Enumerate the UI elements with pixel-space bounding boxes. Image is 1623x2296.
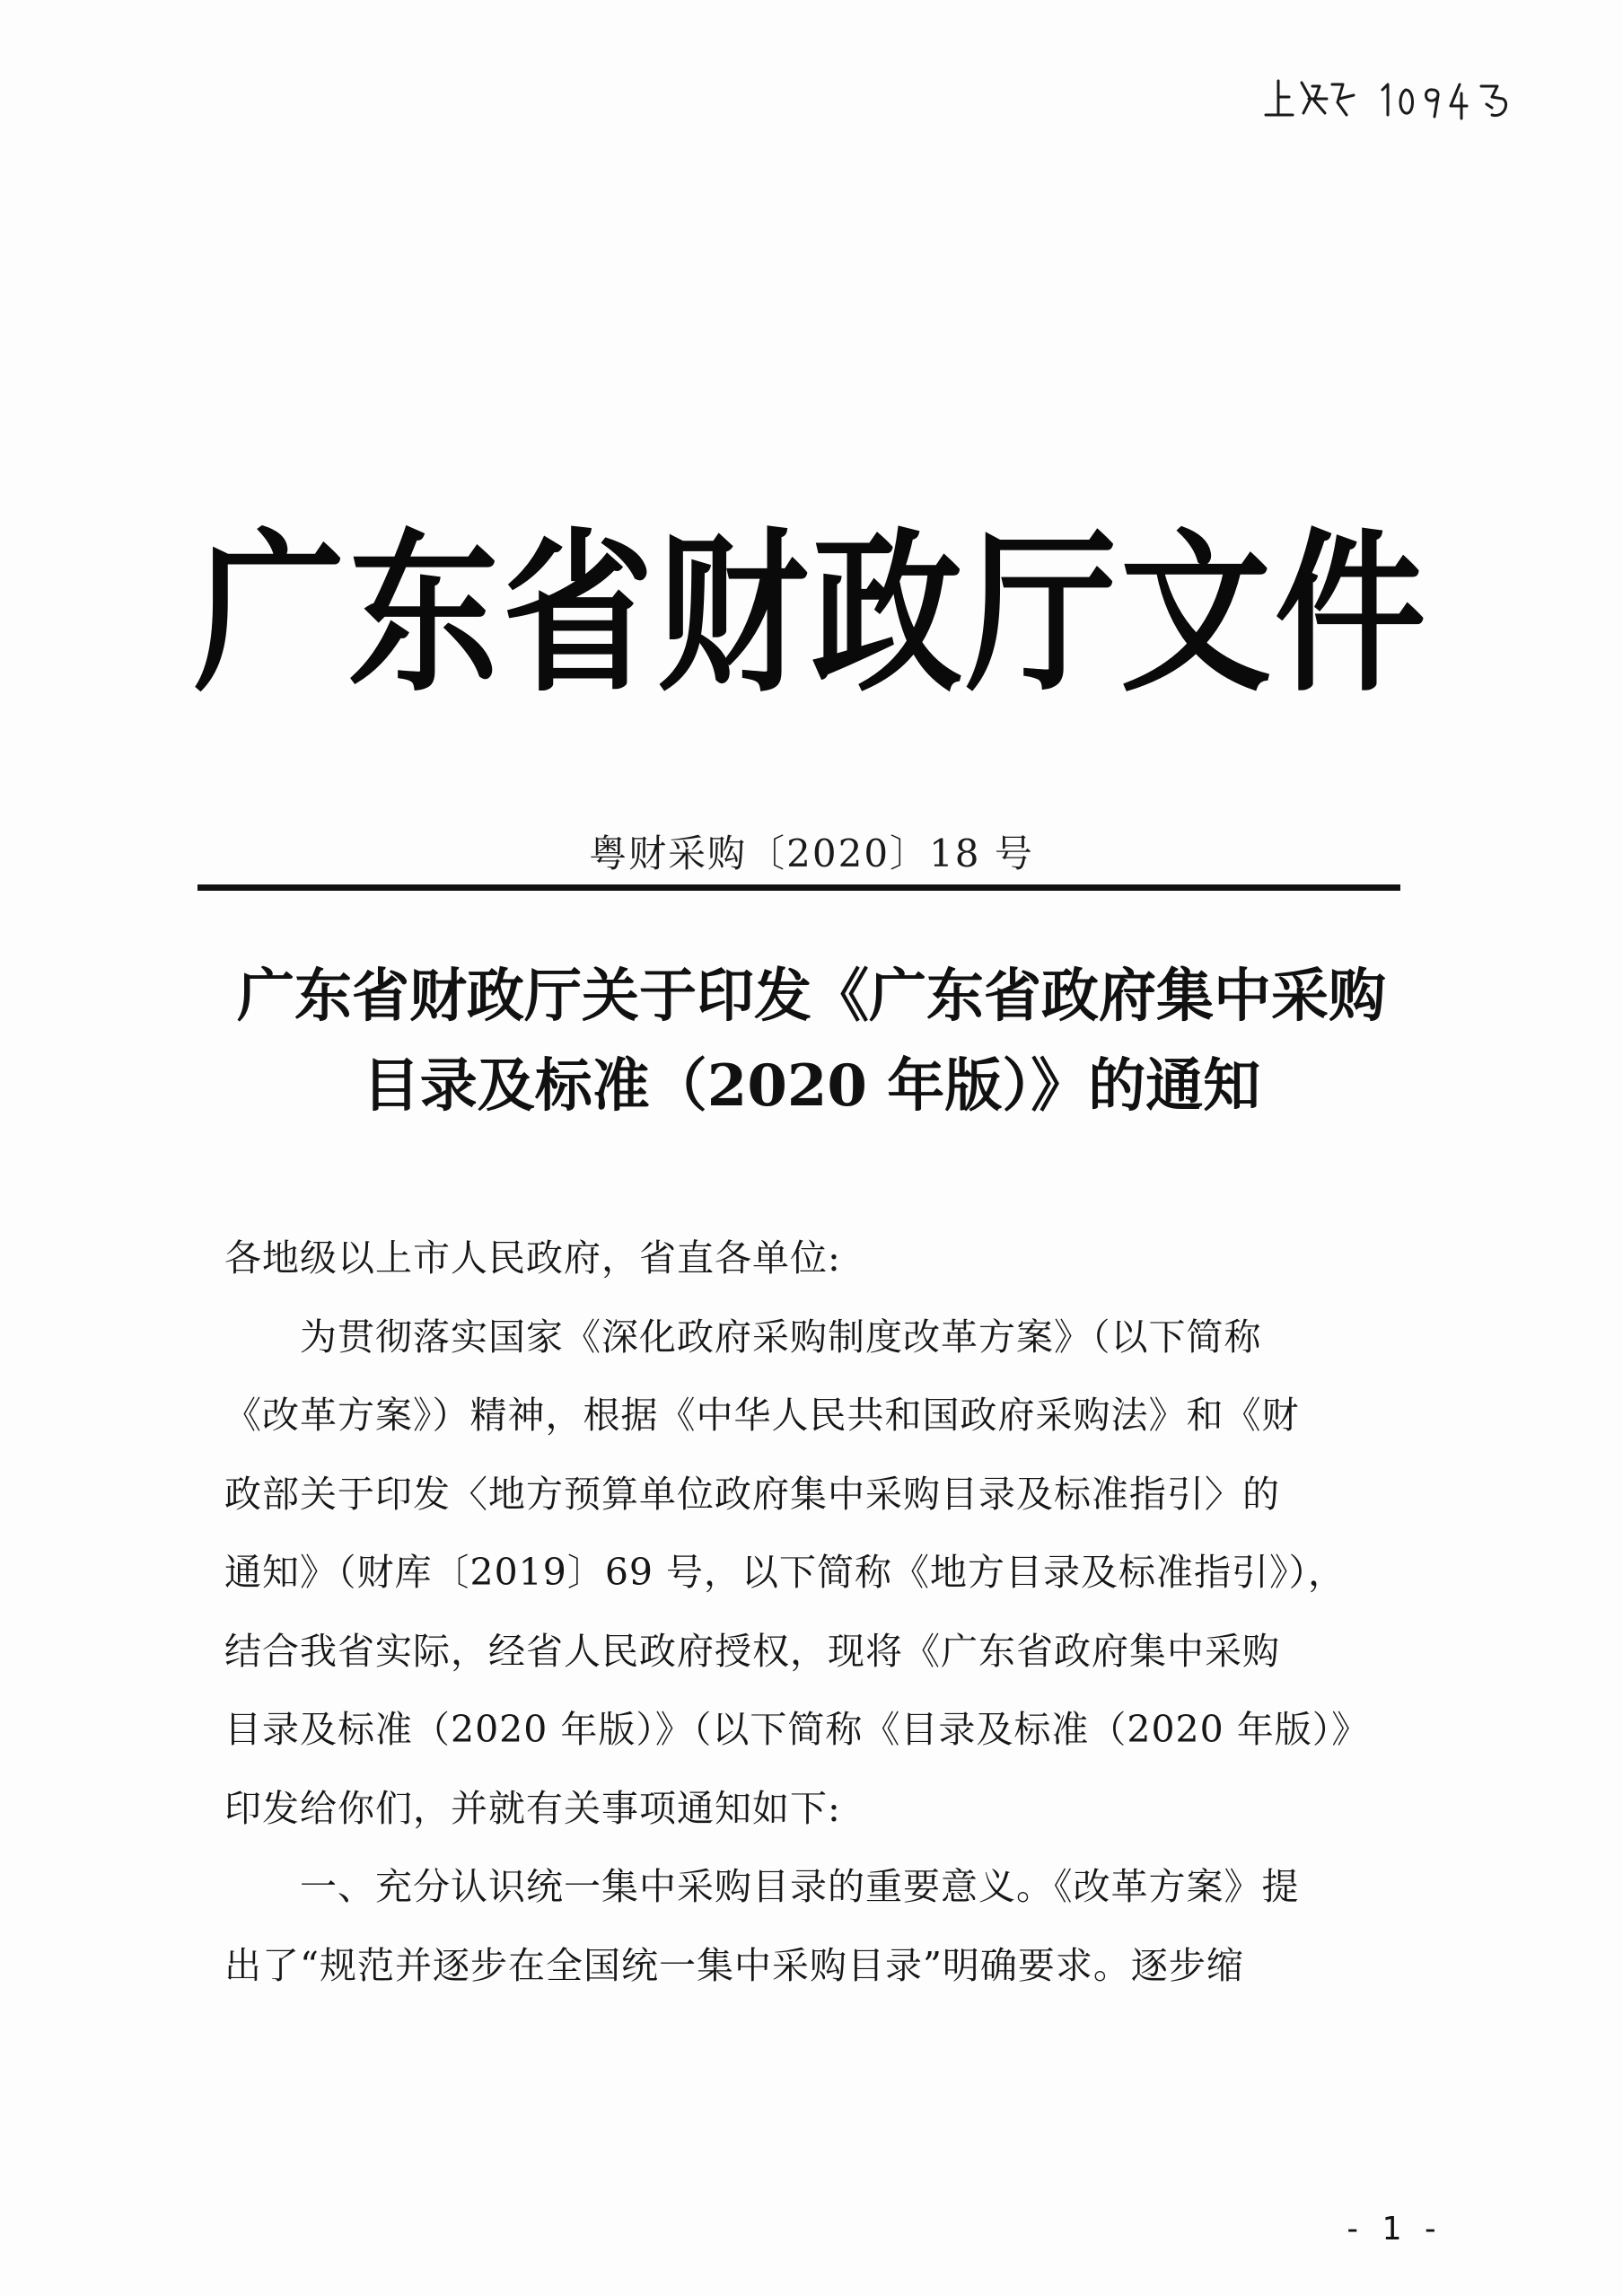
body-line: 为贯彻落实国家《深化政府采购制度改革方案》（以下简称 xyxy=(224,1315,1262,1359)
body-line: 通知》（财库〔2019〕69 号，以下简称《地方目录及标准指引》）， xyxy=(224,1551,1347,1594)
notice-title-line: 目录及标准（2020 年版）》的通知 xyxy=(362,1052,1261,1120)
body-line: 一、充分认识统一集中采购目录的重要意义。《改革方案》提 xyxy=(224,1865,1300,1908)
salutation: 各地级以上市人民政府，省直各单位: xyxy=(224,1236,841,1280)
handwritten-annotation xyxy=(1257,63,1544,135)
document-number: 粤财采购〔2020〕18 号 xyxy=(589,831,1034,875)
body-line: 政部关于印发〈地方预算单位政府集中采购目录及标准指引〉的 xyxy=(224,1472,1280,1516)
body-line: 目录及标准（2020 年版）》（以下简称《目录及标准（2020 年版）》 xyxy=(224,1708,1370,1751)
handwritten-annotation-image xyxy=(1257,63,1544,135)
body-line: 印发给你们，并就有关事项通知如下: xyxy=(224,1786,841,1830)
body-line: 结合我省实际，经省人民政府授权，现将《广东省政府集中采购 xyxy=(224,1629,1280,1673)
body-line: 《改革方案》）精神，根据《中华人民共和国政府采购法》和《财 xyxy=(224,1394,1300,1437)
masthead-title: 广东省财政厅文件 xyxy=(194,513,1429,716)
header-divider xyxy=(197,884,1400,891)
page-number: - 1 - xyxy=(1342,2211,1441,2248)
notice-body xyxy=(224,1219,1409,2005)
body-line: 出了“规范并逐步在全国统一集中采购目录”明确要求。逐步缩 xyxy=(224,1943,1244,1987)
notice-title xyxy=(180,952,1443,1131)
notice-title-line: 广东省财政厅关于印发《广东省政府集中采购 xyxy=(237,963,1386,1030)
